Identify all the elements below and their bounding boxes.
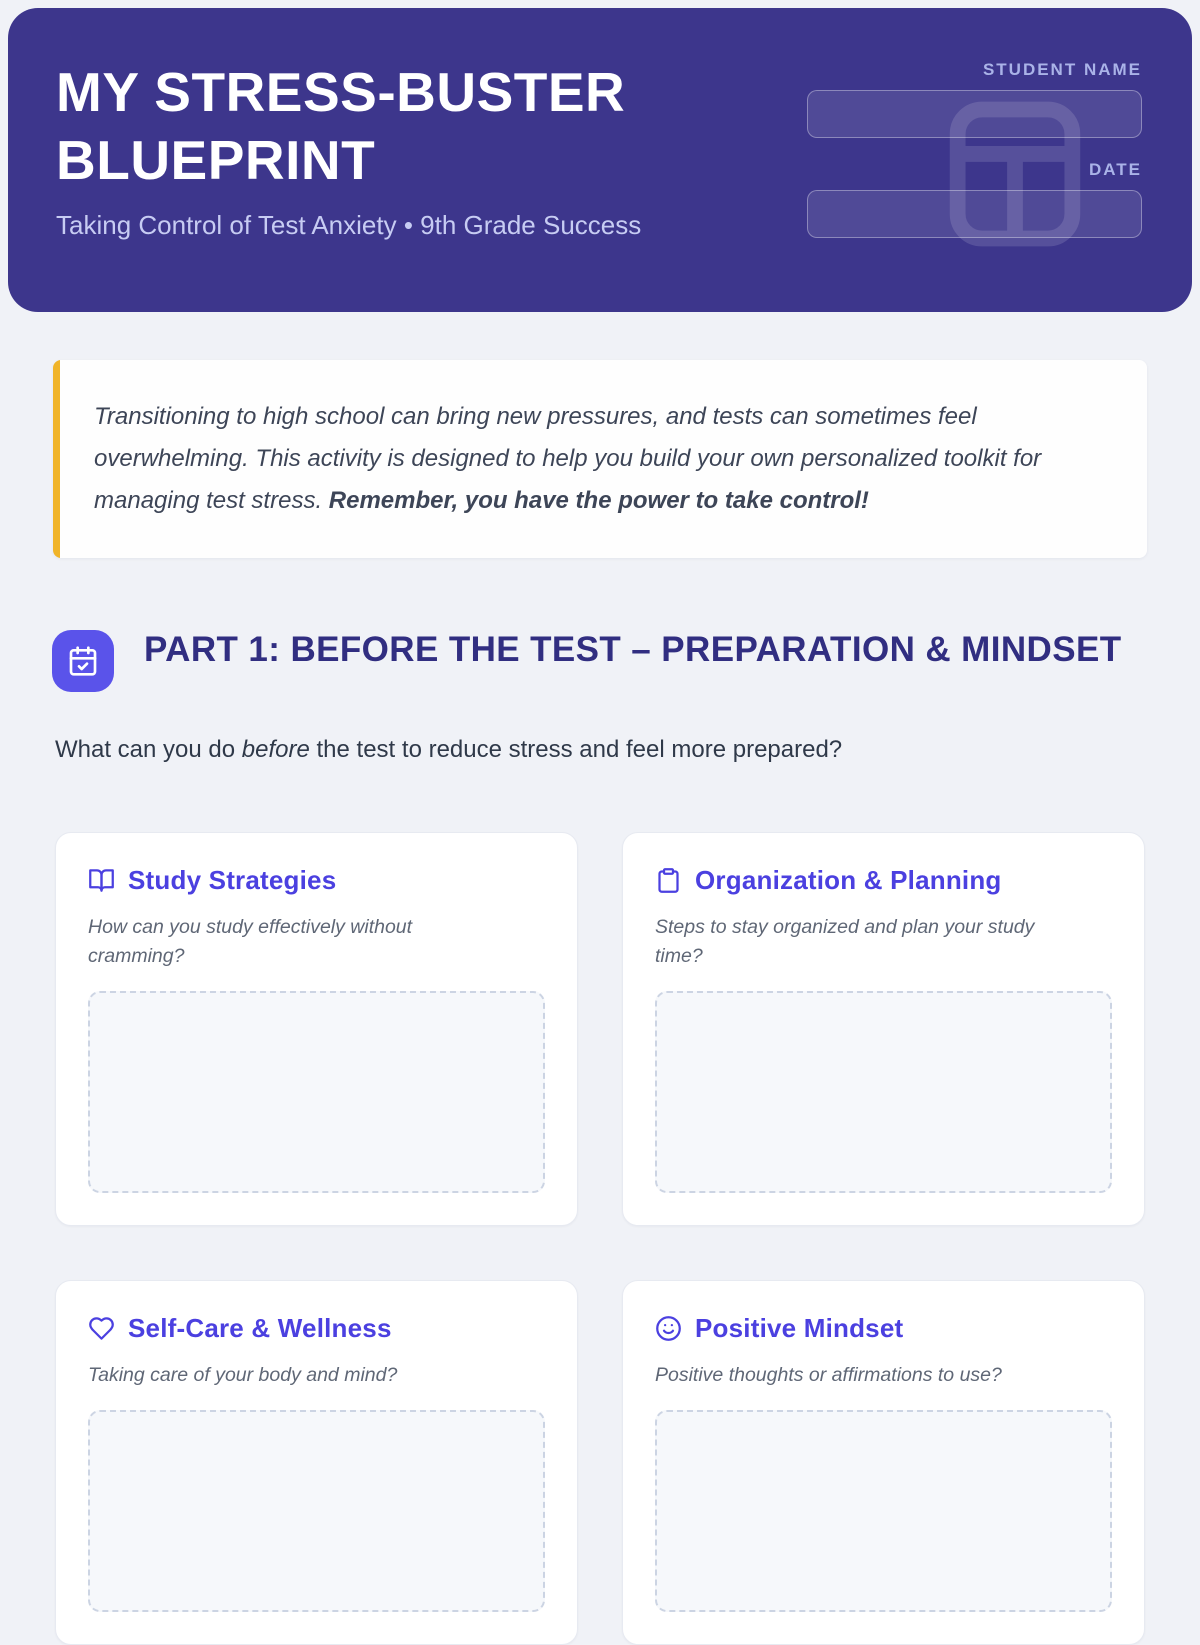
card-title-row (88, 865, 545, 896)
answer-box-study-strategies[interactable] (88, 991, 545, 1193)
open-book-icon (88, 867, 115, 894)
card-organization-planning (622, 832, 1145, 1226)
card-title-row (88, 1313, 545, 1344)
page-title: MY STRESS-BUSTER BLUEPRINT (56, 61, 626, 192)
question-italic-word: before (241, 736, 310, 763)
heart-icon (88, 1315, 115, 1342)
part1-heading-row (52, 624, 1148, 692)
question-suffix: the test to reduce stress and feel more prepared? (309, 736, 843, 763)
answer-box-positive-mindset[interactable] (655, 1410, 1112, 1612)
date-label: DATE (1088, 160, 1142, 179)
card-title-row (655, 865, 1112, 896)
card-study-strategies (55, 832, 578, 1226)
part1-question (55, 736, 1145, 764)
answer-box-self-care-wellness[interactable] (88, 1410, 545, 1612)
card-prompt: Taking care of your body and mind? (88, 1364, 398, 1386)
student-name-label: STUDENT NAME (982, 60, 1142, 79)
card-title: Organization & Planning (695, 865, 1002, 895)
intro-text-bold: Remember, you have the power to take control! (328, 487, 869, 514)
page-subtitle: Taking Control of Test Anxiety • 9th Grade Success (56, 210, 642, 241)
question-prefix: What can you do (55, 736, 242, 763)
header-title-block (56, 58, 807, 260)
date-input[interactable] (807, 190, 1142, 238)
part1-icon-badge (52, 630, 114, 692)
worksheet-header (8, 8, 1192, 312)
card-title-row (655, 1313, 1112, 1344)
intro-callout (53, 360, 1147, 558)
smiley-icon (655, 1315, 682, 1342)
calendar-check-icon (67, 645, 99, 677)
card-prompt: Positive thoughts or affirmations to use? (655, 1364, 1002, 1386)
card-title: Positive Mindset (695, 1313, 904, 1343)
card-prompt: Steps to stay organized and plan your study time? (655, 916, 1035, 967)
card-title: Self-Care & Wellness (128, 1313, 392, 1343)
card-self-care-wellness (55, 1280, 578, 1645)
card-positive-mindset (622, 1280, 1145, 1645)
intro-text-regular: Transitioning to high school can bring new pressures, and tests can sometimes feel overwhelming. This activity is designed to help you build your own personalized toolkit for managing test stress. (94, 403, 1042, 514)
student-name-input[interactable] (807, 90, 1142, 138)
answer-box-organization-planning[interactable] (655, 991, 1112, 1193)
part1-title: PART 1: BEFORE THE TEST – PREPARATION & MINDSET (144, 630, 1122, 669)
card-prompt: How can you study effectively without cramming? (88, 916, 413, 967)
part1-cards-grid (55, 832, 1145, 1645)
clipboard-icon (655, 867, 682, 894)
callout-accent-bar (53, 360, 60, 558)
card-title: Study Strategies (128, 865, 337, 895)
header-fields (807, 58, 1142, 260)
intro-text (60, 360, 1147, 558)
